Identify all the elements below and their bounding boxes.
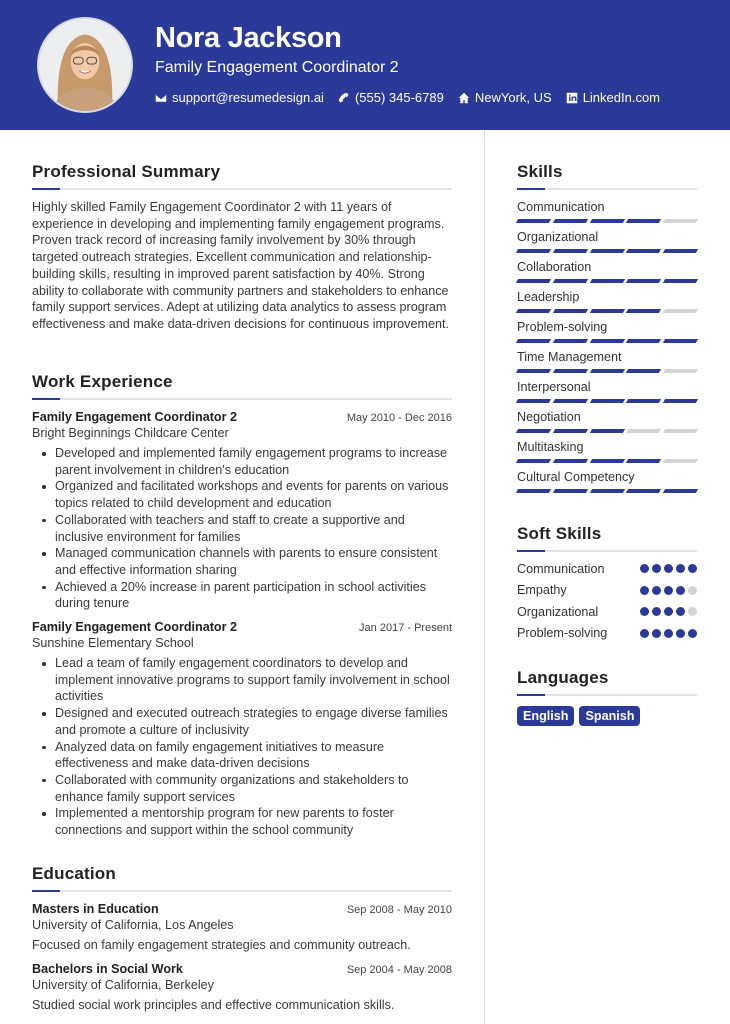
skill-segment — [663, 429, 698, 433]
skill-item — [517, 199, 697, 229]
skill-item — [517, 229, 697, 259]
job-title: Family Engagement Coordinator 2 — [32, 620, 238, 635]
soft-skill-item — [517, 580, 697, 602]
rating-dot-icon — [640, 607, 649, 616]
skill-segment — [663, 309, 698, 313]
skill-segment — [589, 489, 624, 493]
languages-section — [517, 668, 697, 726]
skill-segment — [553, 339, 588, 343]
skill-level-bar — [517, 429, 697, 439]
degree: Bachelors in Social Work — [32, 961, 183, 976]
skill-segment — [553, 459, 588, 463]
skill-segment — [516, 279, 551, 283]
skill-segment — [589, 219, 624, 223]
skill-segment — [589, 309, 624, 313]
language-list — [517, 706, 697, 726]
skill-name: Leadership — [517, 290, 580, 304]
skill-level-bar — [517, 489, 697, 499]
skills-heading: Skills — [517, 162, 563, 181]
bullet-item: Lead a team of family engagement coordinators to develop and implement innovative programs to support family involvement in school activities — [32, 655, 452, 705]
summary-heading: Professional Summary — [32, 162, 221, 181]
skill-segment — [553, 489, 588, 493]
skill-segment — [589, 459, 624, 463]
language-tag: Spanish — [579, 706, 640, 726]
envelope-icon — [155, 92, 167, 104]
candidate-title: Family Engagement Coordinator 2 — [155, 59, 399, 76]
summary-text: Highly skilled Family Engagement Coordinator 2 with 11 years of experience in developing and implementing family engagement programs. Proven track record of increasing family involvement by 30% through targeted outreach strategies. Excellent communication and relationship-building skills, resulting in improved parent satisfaction by 40%. Strong ability to collaborate with community partners and stakeholders to enhance family support services. Adept at utilizing data analytics to assess program effectiveness and make data-driven decisions for continuous improvement. — [32, 200, 449, 331]
rating-dot-icon — [640, 629, 649, 638]
skill-segment — [626, 339, 661, 343]
experience-section — [32, 372, 452, 839]
skill-segment — [626, 279, 661, 283]
job-entry — [32, 620, 452, 839]
skill-item — [517, 379, 697, 409]
bullet-item: Collaborated with teachers and staff to create a supportive and inclusive environment for families — [32, 512, 452, 545]
soft-skills-list — [517, 558, 697, 644]
linkedin-icon — [566, 92, 578, 104]
education-desc: Focused on family engagement strategies and community outreach. — [32, 938, 411, 952]
skill-name: Multitasking — [517, 440, 584, 454]
degree: Masters in Education — [32, 902, 159, 916]
summary-section — [32, 162, 452, 333]
skill-segment — [516, 489, 551, 493]
skill-segment — [589, 279, 624, 283]
rating-dot-icon — [676, 564, 685, 573]
skill-segment — [663, 339, 698, 343]
skill-segment — [663, 219, 698, 223]
soft-skill-name: Empathy — [517, 583, 567, 598]
job-org: Bright Beginnings Childcare Center — [32, 426, 229, 440]
skill-segment — [516, 219, 551, 223]
skills-list — [517, 199, 697, 499]
phone-icon — [338, 92, 350, 104]
contact-location — [458, 90, 552, 105]
skill-segment — [626, 459, 661, 463]
soft-skill-rating — [640, 564, 697, 573]
skill-level-bar — [517, 249, 697, 259]
skill-segment — [589, 429, 624, 433]
section-rule — [517, 188, 697, 190]
soft-skills-heading: Soft Skills — [517, 524, 602, 543]
home-icon — [458, 92, 470, 104]
skill-segment — [663, 459, 698, 463]
rating-dot-icon — [676, 586, 685, 595]
skill-name: Interpersonal — [517, 380, 591, 394]
contact-phone[interactable] — [338, 90, 444, 105]
skill-segment — [589, 369, 624, 373]
skill-level-bar — [517, 399, 697, 409]
education-date: Sep 2008 - May 2010 — [346, 904, 452, 916]
job-org: Sunshine Elementary School — [32, 636, 194, 651]
rating-dot-icon — [652, 607, 661, 616]
skill-segment — [553, 279, 588, 283]
education-date: Sep 2004 - May 2008 — [346, 963, 452, 976]
soft-skill-rating — [640, 607, 697, 616]
job-entry — [32, 410, 452, 612]
skill-level-bar — [517, 219, 697, 229]
skill-name: Collaboration — [517, 260, 592, 274]
skill-level-bar — [517, 459, 697, 469]
skill-segment — [516, 249, 551, 253]
skill-segment — [516, 429, 551, 433]
skill-segment — [626, 489, 661, 493]
skill-segment — [553, 399, 588, 403]
skill-segment — [589, 399, 624, 403]
skill-name: Cultural Competency — [517, 470, 635, 484]
education-section — [32, 864, 452, 1013]
skill-segment — [663, 369, 698, 373]
skills-section — [517, 162, 697, 499]
rating-dot-icon — [688, 607, 697, 616]
skill-segment — [553, 249, 588, 253]
language-tag: English — [517, 706, 574, 726]
bullet-item: Organized and facilitated workshops and events for parents on various topics related to child development and education — [32, 478, 452, 511]
contact-linkedin[interactable] — [566, 90, 660, 105]
rating-dot-icon — [688, 629, 697, 638]
skill-item — [517, 409, 697, 439]
contact-location-text: NewYork, US — [474, 90, 552, 105]
skill-segment — [626, 309, 661, 313]
skill-segment — [663, 249, 698, 253]
bullet-item: Analyzed data on family engagement initiatives to measure effectiveness and make data-driven decisions — [32, 739, 452, 772]
skill-item — [517, 349, 697, 379]
skill-segment — [589, 249, 624, 253]
rating-dot-icon — [664, 586, 673, 595]
contact-phone-text: (555) 345-6789 — [354, 90, 444, 105]
contact-linkedin-text: LinkedIn.com — [582, 90, 661, 105]
section-rule — [32, 890, 452, 892]
rating-dot-icon — [676, 607, 685, 616]
skill-level-bar — [517, 309, 697, 319]
rating-dot-icon — [664, 564, 673, 573]
job-date: Jan 2017 - Present — [359, 622, 452, 635]
section-rule — [517, 550, 697, 552]
languages-heading: Languages — [517, 668, 609, 687]
column-divider — [484, 130, 485, 1024]
job-bullets — [32, 655, 452, 839]
rating-dot-icon — [652, 586, 661, 595]
skill-segment — [553, 369, 588, 373]
skill-item — [517, 439, 697, 469]
skill-segment — [626, 429, 661, 433]
profile-photo-icon — [39, 19, 131, 111]
soft-skill-item — [517, 601, 697, 623]
profile-photo — [37, 17, 133, 113]
resume-header — [0, 0, 730, 130]
school: University of California, Los Angeles — [32, 918, 234, 932]
skill-item — [517, 469, 697, 499]
school: University of California, Berkeley — [32, 977, 214, 992]
soft-skill-name: Problem-solving — [517, 626, 608, 641]
skill-segment — [626, 399, 661, 403]
skill-name: Problem-solving — [517, 320, 608, 334]
experience-heading: Work Experience — [32, 372, 173, 391]
rating-dot-icon — [688, 564, 697, 573]
skill-item — [517, 319, 697, 349]
rating-dot-icon — [652, 564, 661, 573]
education-entry — [32, 962, 452, 1014]
skill-name: Organizational — [517, 230, 599, 244]
contact-email-text: support@resumedesign.ai — [172, 90, 324, 105]
skill-segment — [553, 309, 588, 313]
bullet-item: Developed and implemented family engagement programs to increase parent involvement in children's education — [32, 445, 452, 478]
education-desc: Studied social work principles and effective communication skills. — [32, 997, 395, 1012]
education-entry — [32, 902, 452, 954]
skill-segment — [516, 339, 551, 343]
skill-name: Negotiation — [517, 410, 581, 424]
rating-dot-icon — [676, 629, 685, 638]
soft-skill-rating — [640, 629, 697, 638]
skill-segment — [516, 309, 551, 313]
soft-skill-name: Communication — [517, 561, 605, 576]
job-bullets — [32, 445, 452, 612]
skill-segment — [663, 399, 698, 403]
section-rule — [32, 398, 452, 400]
contact-email[interactable] — [155, 90, 324, 105]
rating-dot-icon — [652, 629, 661, 638]
skill-segment — [626, 219, 661, 223]
bullet-item: Achieved a 20% increase in parent participation in school activities during tenure — [32, 579, 452, 612]
bullet-item: Collaborated with community organizations and stakeholders to enhance family support services — [32, 772, 452, 805]
skill-segment — [663, 279, 698, 283]
soft-skills-section — [517, 524, 697, 644]
skill-segment — [516, 459, 551, 463]
candidate-name: Nora Jackson — [155, 22, 342, 54]
job-title: Family Engagement Coordinator 2 — [32, 410, 238, 424]
skill-segment — [626, 249, 661, 253]
skill-name: Time Management — [517, 350, 622, 364]
bullet-item: Designed and executed outreach strategies to engage diverse families and promote a culture of inclusivity — [32, 705, 452, 738]
skill-name: Communication — [517, 200, 605, 214]
job-date: May 2010 - Dec 2016 — [346, 412, 452, 424]
rating-dot-icon — [664, 629, 673, 638]
section-rule — [517, 694, 697, 696]
skill-item — [517, 289, 697, 319]
education-heading: Education — [32, 864, 116, 883]
skill-segment — [589, 339, 624, 343]
skill-level-bar — [517, 339, 697, 349]
soft-skill-rating — [640, 586, 697, 595]
skill-segment — [516, 369, 551, 373]
skill-segment — [626, 369, 661, 373]
skill-segment — [516, 399, 551, 403]
soft-skill-item — [517, 558, 697, 580]
bullet-item: Managed communication channels with parents to ensure consistent and effective information sharing — [32, 545, 452, 578]
rating-dot-icon — [688, 586, 697, 595]
skill-segment — [553, 219, 588, 223]
section-rule — [32, 188, 452, 190]
contact-list — [155, 90, 660, 105]
rating-dot-icon — [640, 564, 649, 573]
soft-skill-item — [517, 623, 697, 645]
skill-segment — [553, 429, 588, 433]
rating-dot-icon — [664, 607, 673, 616]
skill-item — [517, 259, 697, 289]
rating-dot-icon — [640, 586, 649, 595]
bullet-item: Implemented a mentorship program for new parents to foster connections and support within the school community — [32, 805, 452, 838]
skill-segment — [663, 489, 698, 493]
soft-skill-name: Organizational — [517, 604, 599, 619]
skill-level-bar — [517, 369, 697, 379]
skill-level-bar — [517, 279, 697, 289]
